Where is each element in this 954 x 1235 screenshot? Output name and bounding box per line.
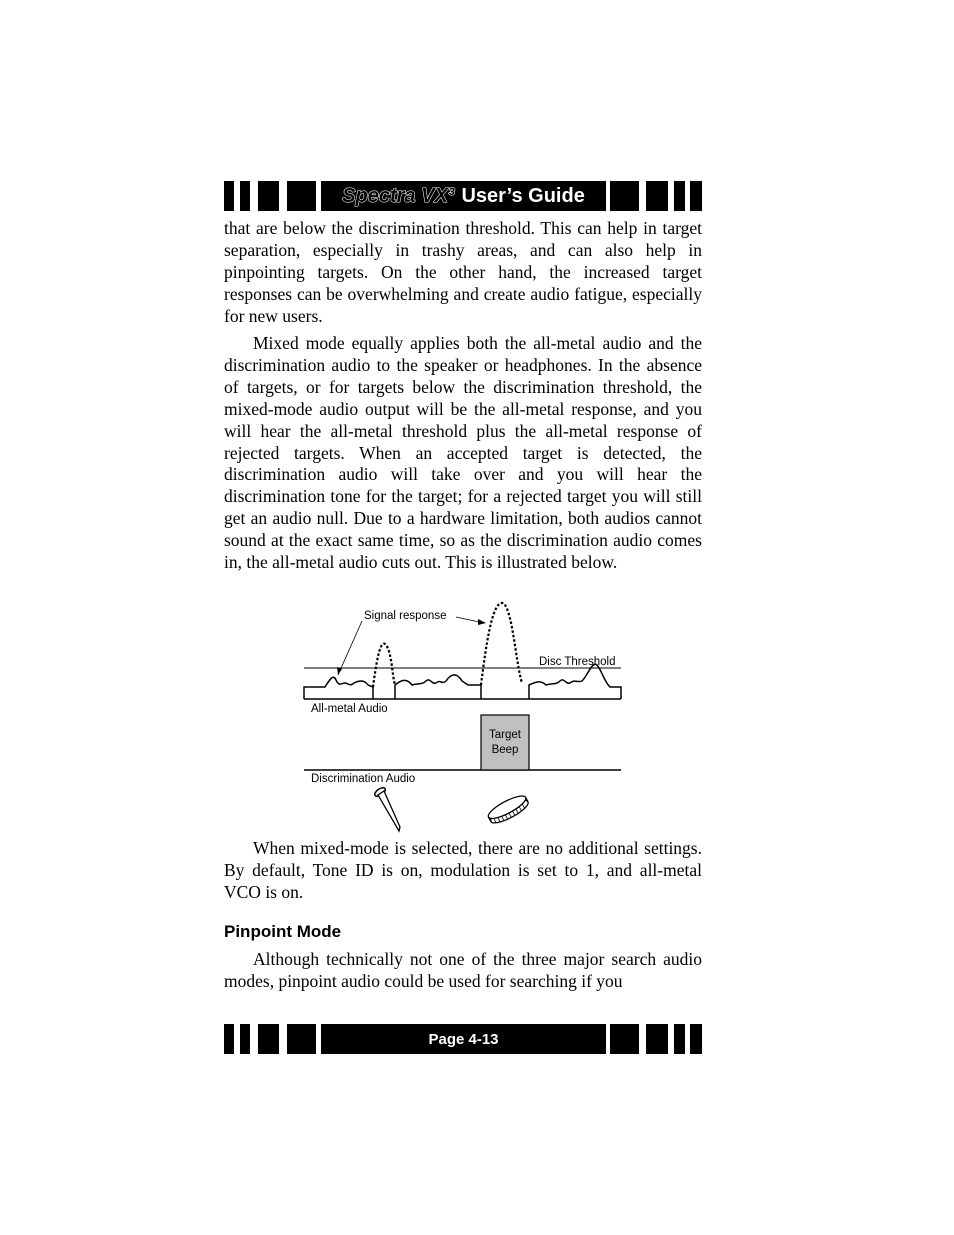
mixed-mode-diagram	[300, 595, 630, 835]
footer-block	[610, 1024, 639, 1054]
disc-threshold-label: Disc Threshold	[539, 656, 616, 668]
header-block	[690, 181, 702, 211]
section-heading: Pinpoint Mode	[224, 922, 342, 941]
brand-logo: Spectra VX³	[342, 184, 455, 207]
discrimination-audio-label: Discrimination Audio	[311, 773, 416, 785]
header-block	[240, 181, 250, 211]
page-number: Page 4-13	[428, 1030, 499, 1048]
target-beep-label-1: Target	[489, 729, 521, 741]
paragraph-3: When mixed-mode is selected, there are no additional settings. By default, Tone ID is on, modulation is set to 1, and all-metal VCO is on.	[224, 838, 702, 902]
target-beep-box	[481, 715, 529, 770]
mixed-mode-figure	[300, 595, 630, 835]
footer-block	[240, 1024, 250, 1054]
footer-block	[646, 1024, 668, 1054]
footer-block	[674, 1024, 685, 1054]
header-block	[646, 181, 668, 211]
header-block	[610, 181, 639, 211]
footer-block	[258, 1024, 279, 1054]
target-beep-label-2: Beep	[491, 744, 519, 756]
leader-line-left	[338, 621, 362, 675]
all-metal-segment-1	[304, 677, 373, 699]
header-title	[321, 181, 606, 211]
header-bar	[224, 181, 702, 211]
header-block	[258, 181, 279, 211]
paragraph-1: that are below the discrimination threshold. This can help in target separation, especially in trashy areas, and can also help in pinpointing targets. On the other hand, the increased target responses can be overwhelming and create audio fatigue, especially for new users.	[224, 218, 702, 326]
header-block	[674, 181, 685, 211]
all-metal-segment-2	[395, 675, 481, 699]
leader-arrow-right	[478, 619, 486, 625]
footer-block	[287, 1024, 316, 1054]
nail-icon	[373, 786, 400, 831]
signal-response-small	[373, 644, 395, 687]
footer-block	[224, 1024, 234, 1054]
paragraph-4: Although technically not one of the three major search audio modes, pinpoint audio could be used for searching if you	[224, 949, 702, 991]
footer-bar	[224, 1024, 702, 1054]
coin-icon	[486, 792, 531, 827]
guide-title: User’s Guide	[461, 184, 585, 207]
header-block	[224, 181, 234, 211]
all-metal-segment-3	[529, 664, 621, 699]
footer-block	[690, 1024, 702, 1054]
signal-response-large	[481, 603, 522, 685]
all-metal-audio-label: All-metal Audio	[311, 703, 388, 715]
signal-response-label: Signal response	[364, 610, 447, 622]
paragraph-2: Mixed mode equally applies both the all-metal audio and the discrimination audio to the speaker or headphones. In the absence of targets, or for targets below the discrimination threshold, the mixed-mode audio output will be the all-metal response, and you will hear the all-metal threshold plus the all-metal response of rejected targets. When an accepted target is detected, the discrimination audio will take over and you will hear the discrimination tone for the target; for a rejected target you will still get an audio null. Due to a hardware limitation, both audios cannot sound at the exact same time, so as the discrimination audio comes in, the all-metal audio cuts out. This is illustrated below.	[224, 333, 702, 573]
header-block	[287, 181, 316, 211]
